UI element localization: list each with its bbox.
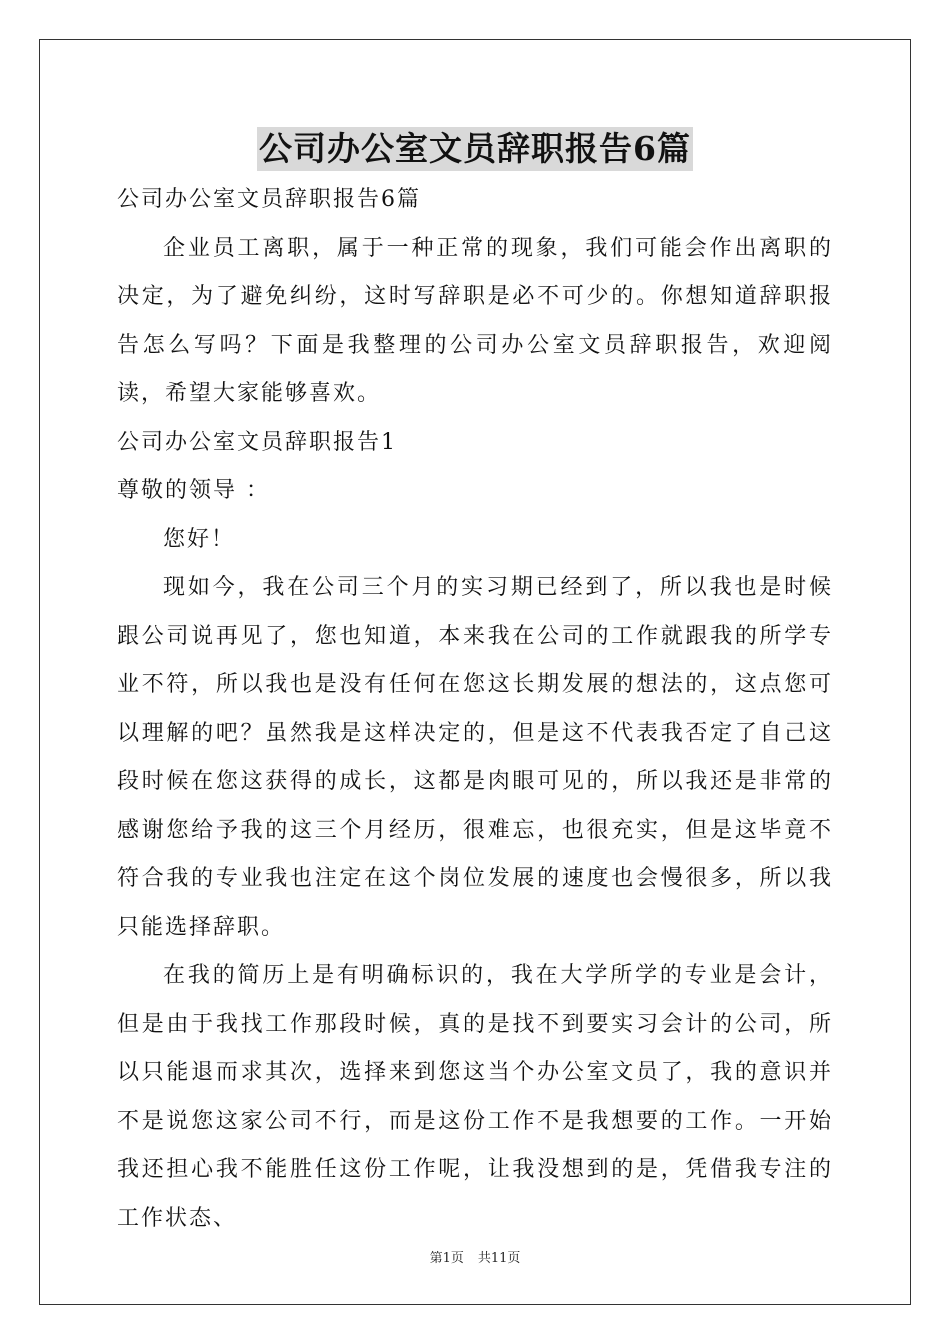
paragraph: 您好！ [163, 526, 236, 552]
page-footer [0, 1247, 950, 1266]
paragraph: 公司办公室文员辞职报告6篇 [117, 187, 421, 212]
paragraph: 企业员工离职，属于一种正常的现象，我们可能会作出离职的决定，为了避免纠纷，这时写辞职是必不可少的。你想知道辞职报告怎么写吗？下面是我整理的公司办公室文员辞职报告，欢迎阅读，希望大家能够喜欢。 [117, 235, 833, 406]
page-number: 第1页 [429, 1251, 464, 1266]
paragraph: 尊敬的领导 ： [117, 478, 270, 503]
paragraph: 在我的简历上是有明确标识的，我在大学所学的专业是会计，但是由于我找工作那段时候，真的是找不到要实习会计的公司，所以只能退而求其次，选择来到您这当个办公室文员了，我的意识并不是说您这家公司不行，而是这份工作不是我想要的工作。一开始我还担心我不能胜任这份工作呢，让我没想到的是，凭借我专注的工作状态、 [117, 963, 833, 1231]
page-total: 共11页 [477, 1251, 521, 1266]
paragraph: 现如今，我在公司三个月的实习期已经到了，所以我也是时候跟公司说再见了，您也知道，本来我在公司的工作就跟我的所学专业不符，所以我也是没有任何在您这长期发展的想法的，这点您可以理解的吧？虽然我是这样决定的，但是这不代表我否定了自己这段时候在您这获得的成长，这都是肉眼可见的，所以我还是非常的感谢您给予我的这三个月经历，很难忘，也很充实，但是这毕竟不符合我的专业我也注定在这个岗位发展的速度也会慢很多，所以我只能选择辞职。 [117, 575, 833, 940]
paragraph: 公司办公室文员辞职报告1 [117, 429, 397, 455]
title-wrap [0, 127, 950, 171]
document-title: 公司办公室文员辞职报告6篇 [257, 127, 693, 171]
document-body [117, 176, 833, 1243]
